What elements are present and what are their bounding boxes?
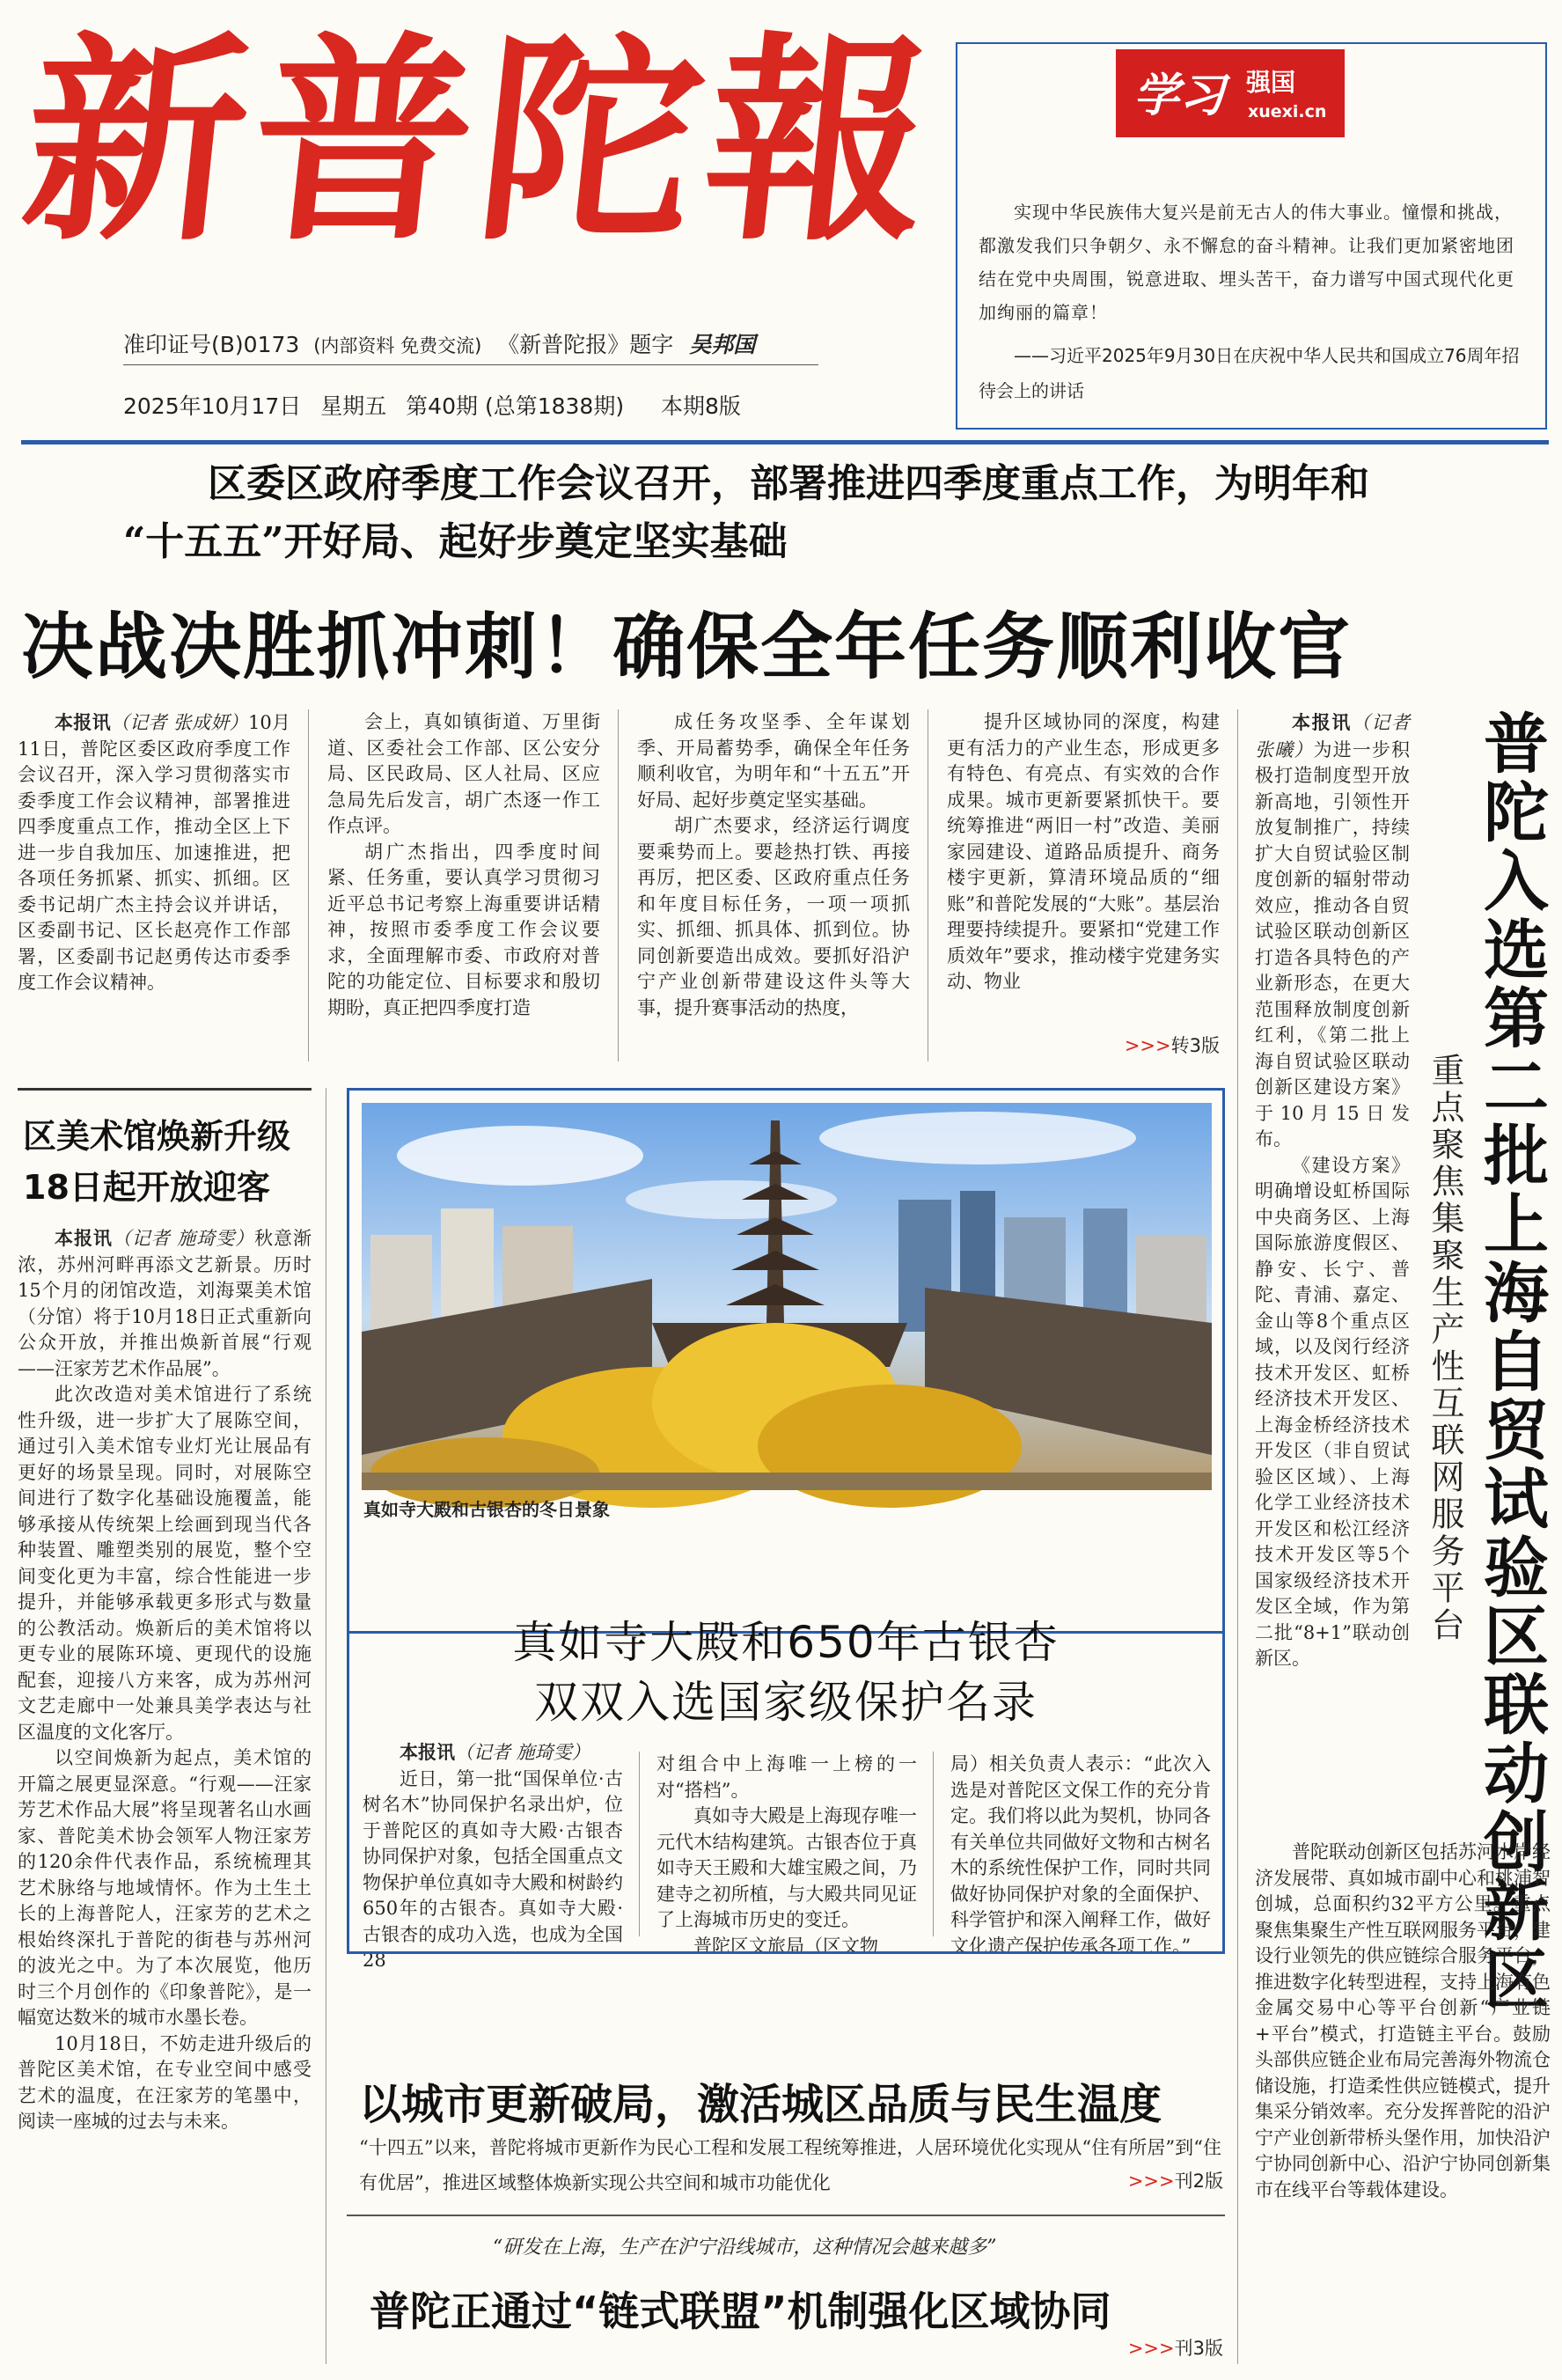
fta-text-2: 《建设方案》明确增设虹桥国际中央商务区、上海国际旅游度假区、静安、长宁、普陀、青浦、嘉定、金山等8个重点区域，以及闵行经济技术开发区、虹桥经济技术开发区、上海金桥经济技术开发区（非自贸试验区区域）、上海化学工业经济技术开发区和松江经济技术开发区等5个国家级经济技术开发区全域，作为第二批“8+1”联动创新区。: [1255, 1154, 1410, 1669]
lead-text-1: 10月11日，普陀区委区政府季度工作会议召开，深入学习贯彻落实市委季度工作会议精神，部署推进四季度重点工作，推动全区上下进一步自我加压、加速推进，把各项任务抓紧、抓实、抓细。区委书记胡广杰主持会议并讲话，区委副书记、区长赵亮作工作部署，区委副书记赵勇传达市委季度工作会议精神。: [18, 712, 290, 993]
xuexi-quote-text: 实现中华民族伟大复兴是前无古人的伟大事业。憧憬和挑战，都激发我们只争朝夕、永不懈怠的奋斗精神。让我们更加紧密地团结在党中央周围，锐意进取、埋头苦干，奋力谱写中国式现代化更加绚丽的篇章！: [979, 202, 1514, 323]
xuexi-quote-source: ——习近平2025年9月30日在庆祝中华人民共和国成立76周年招待会上的讲话: [979, 345, 1520, 401]
temple-photo-illustration: [362, 1103, 1212, 1490]
column-divider: [1237, 709, 1238, 2364]
masthead-info: [0, 327, 845, 424]
temple-photo-box: [347, 1088, 1225, 1634]
lead-byline: 本报讯（记者 张成妍）: [55, 711, 248, 733]
museum-text-4: 10月18日，不妨走进升级后的普陀区美术馆，在专业空间中感受艺术的温度，在汪家芳的笔墨中，阅读一座城的过去与未来。: [18, 2032, 312, 2132]
masthead-blue-rule: [21, 440, 1549, 444]
xuexi-logo-name: 强国: [1246, 68, 1296, 97]
xuexi-quote-box: [956, 42, 1547, 430]
masthead-title: 新普陀報: [12, 11, 949, 270]
fta-headline: 普陀入选第二批上海自贸试验区联动创新区: [1473, 709, 1549, 2014]
temple-text-3: 局）相关负责人表示：“此次入选是对普陀区文保工作的充分肯定。我们将以此为契机，协同各有关单位共同做好文物和古树名木的系统性保护工作，同时共同做好协同保护对象的全面保护、科学管护和深入阐释工作，做好文化遗产保护传承各项工作。”: [950, 1753, 1211, 1957]
museum-byline: 本报讯（记者 施琦雯）: [55, 1227, 255, 1249]
museum-headline-2: 18日起开放迎客: [23, 1168, 270, 1207]
lead-jump-text: 转3版: [1170, 1035, 1220, 1056]
column-divider: [618, 709, 619, 1061]
museum-top-rule: [18, 1088, 312, 1091]
urban-jump-link[interactable]: >>>刊2版: [1127, 2171, 1223, 2192]
temple-headline-1: 真如寺大殿和650年古银杏: [512, 1617, 1060, 1668]
masthead-date-line: [123, 389, 741, 421]
permit-number: 准印证号(B)0173: [123, 332, 300, 357]
temple-text-1: 近日，第一批“国保单位·古树名木”协同保护名录出炉，位于普陀区的真如寺大殿·古银杏协同保护对象，包括全国重点文物保护单位真如寺大殿和树龄约650年的古银杏。真如寺大殿·古银杏的成功入选，也成为全国28: [363, 1767, 623, 1971]
page-count: 本期8版: [661, 393, 741, 419]
fta-subhead: 重点聚焦集聚生产性互联网服务平台: [1426, 1053, 1464, 1644]
lead-column-3: [637, 709, 910, 1061]
temple-photo: [362, 1103, 1212, 1490]
masthead-permit-line: [123, 327, 755, 359]
chain-quote: “研发在上海，生产在沪宁沿线城市，这种情况会越来越多”: [493, 2237, 997, 2259]
temple-story-frame: [347, 1602, 1225, 1954]
chain-jump-link[interactable]: >>>刊3版: [1127, 2338, 1223, 2359]
lead-text-3b: 胡广杰要求，经济运行调度要乘势而上。要趁热打铁、再接再厉，把区委、区政府重点任务和年度目标任务，一项一项抓实、抓细、抓具体、抓到位。协同创新要造出成效。要抓好沿沪宁产业创新带建设这件头等大事，提升赛事活动的热度，: [637, 815, 910, 1018]
museum-text-3: 以空间焕新为起点，美术馆的开篇之展更显深意。“行观——汪家芳艺术作品大展”将呈现著名山水画家、普陀美术协会领军人物汪家芳的120余件代表作品，系统梳理其艺术脉络与地域情怀。作为土生土长的上海普陀人，汪家芳的艺术之根始终深扎于普陀的街巷与苏州河的波光之中。为了本次展览，他历时三个月创作的《印象普陀》，是一幅宽达数米的城市水墨长卷。: [18, 1747, 312, 2028]
urban-headline: 以城市更新破局，激活城区品质与民生温度: [359, 2080, 1162, 2129]
inscription-note: 《新普陀报》题字: [497, 332, 674, 357]
lead-column-4: [947, 709, 1220, 1037]
lead-headline: 决战决胜抓冲刺！确保全年任务顺利收官: [21, 606, 1353, 689]
urban-jump-text: 刊2版: [1174, 2171, 1223, 2192]
lead-text-3a: 成任务攻坚季、全年谋划季、开局蓄势季，确保全年任务顺利收官，为明年和“十五五”开好局、起好步奠定坚实基础。: [637, 711, 910, 811]
xuexi-logo-script: 学习: [1133, 69, 1226, 122]
temple-text-2a: 对组合中上海唯一上榜的一对“搭档”。: [656, 1753, 917, 1801]
inscriber-signature: 吴邦国: [689, 332, 756, 357]
lead-text-2b: 胡广杰指出，四季度时间紧、任务重，要认真学习贯彻习近平总书记考察上海重要讲话精神，按照市委季度工作会议要求，全面理解市委、市政府对普陀的功能定位、目标要求和殷切期盼，真正把四季度打造: [327, 841, 600, 1018]
museum-column: [18, 1225, 312, 2361]
masthead-divider: [123, 364, 818, 365]
museum-text-1: 秋意渐浓，苏州河畔再添文艺新景。历时15个月的闭馆改造，刘海粟美术馆（分馆）将于10月18日正式重新向公众开放，并推出焕新首展“行观——汪家芳艺术作品展”。: [18, 1228, 312, 1379]
internal-note: (内部资料 免费交流): [313, 335, 482, 356]
fta-text-1: 为进一步积极打造制度型开放新高地，引领性开放复制推广，持续扩大自贸试验区制度创新的辐射带动效应，推动各自贸试验区联动创新区打造各具特色的产业新形态，在更大范围释放制度创新红利，《第二批上海自贸试验区联动创新区建设方案》于10月15日发布。: [1255, 738, 1411, 1150]
chain-jump-text: 刊3版: [1174, 2338, 1223, 2359]
museum-headline-1: 区美术馆焕新升级: [23, 1117, 291, 1156]
lead-kicker-2: “十五五”开好局、起好步奠定坚实基础: [123, 519, 788, 564]
fta-column-wide: [1255, 1840, 1551, 2359]
masthead: [12, 11, 949, 270]
lead-column-2: [327, 709, 600, 1061]
temple-text-2b: 真如寺大殿是上海现存唯一元代木结构建筑。古银杏位于真如寺天王殿和大雄宝殿之间，乃建寺之初所植，与大殿共同见证了上海城市历史的变迁。: [656, 1805, 917, 1930]
temple-text-2c: 普陀区文旅局（区文物: [693, 1935, 878, 1957]
temple-headline-2: 双双入选国家级保护名录: [534, 1677, 1038, 1728]
section-divider: [347, 2215, 1225, 2216]
fta-byline: 本报讯（记者 张曦）: [1255, 711, 1411, 760]
xuexi-logo[interactable]: [1116, 49, 1345, 137]
column-divider: [308, 709, 309, 1061]
chain-headline: 普陀正通过“链式联盟”机制强化区域协同: [370, 2288, 1111, 2335]
issue-number: 第40期: [406, 393, 478, 419]
lead-kicker-1: 区委区政府季度工作会议召开，部署推进四季度重点工作，为明年和: [208, 461, 1369, 506]
lead-column-1: [18, 709, 290, 1061]
issue-date: 2025年10月17日: [123, 393, 302, 419]
xuexi-logo-url: xuexi.cn: [1248, 102, 1327, 121]
temple-photo-caption: 真如寺大殿和古银杏的冬日景象: [363, 1499, 610, 1520]
lead-jump-link[interactable]: >>>转3版: [1124, 1035, 1220, 1056]
museum-text-2: 此次改造对美术馆进行了系统性升级，进一步扩大了展陈空间，通过引入美术馆专业灯光让展品有更好的场景呈现。同时，对展陈空间进行了数字化基础设施覆盖，能够承接从传统架上绘画到现当代各种装置、雕塑类别的展览，整个空间变化更为丰富，综合性能进一步提升，并能够承载更多形式与数量的公教活动。焕新后的美术馆将以更专业的展陈环境、更现代的设施配套，迎接八方来客，成为苏州河文艺走廊中一处兼具美学表达与社区温度的文化客厅。: [18, 1384, 312, 1743]
fta-text-3: 普陀联动创新区包括苏河水岸经济发展带、真如城市副中心和桃浦智创城，总面积约32平方公里。重点聚焦集聚生产性互联网服务平台，建设行业领先的供应链综合服务平台，推进数字化转型进程，支持上海有色金属交易中心等平台创新“产业链+平台”模式，打造链主平台。鼓励头部供应链企业布局完善海外物流仓储设施，打造柔性供应链模式，提升集采分销效率。充分发挥普陀的沿沪宁产业创新带桥头堡作用，加快沿沪宁协同创新中心、沿沪宁协同创新集市在线平台等载体建设。: [1255, 1841, 1551, 2200]
issue-total: (总第1838期): [484, 393, 625, 419]
issue-weekday: 星期五: [320, 393, 387, 419]
fta-column-narrow: [1255, 709, 1410, 1836]
lead-text-4: 提升区域协同的深度，构建更有活力的产业生态，形成更多有特色、有亮点、有实效的合作成果。城市更新要紧抓快干。要统筹推进“两旧一村”改造、美丽家园建设、道路品质提升、商务楼宇更新，算清环境品质的“细账”和普陀发展的“大账”。基层治理要持续提升。要紧扣“党建工作质效年”要求，推动楼宇党建务实动、物业: [947, 711, 1220, 992]
lead-text-2a: 会上，真如镇街道、万里街道、区委社会工作部、区公安分局、区民政局、区人社局、区应急局先后发言，胡广杰逐一作工作点评。: [327, 711, 600, 836]
temple-byline: 本报讯（记者 施琦雯）: [400, 1741, 590, 1763]
urban-teaser-text: “十四五”以来，普陀将城市更新作为民心工程和发展工程统筹推进，人居环境优化实现从“住有所居”到“住有优居”，推进区域整体焕新实现公共空间和城市功能优化: [359, 2137, 1221, 2193]
